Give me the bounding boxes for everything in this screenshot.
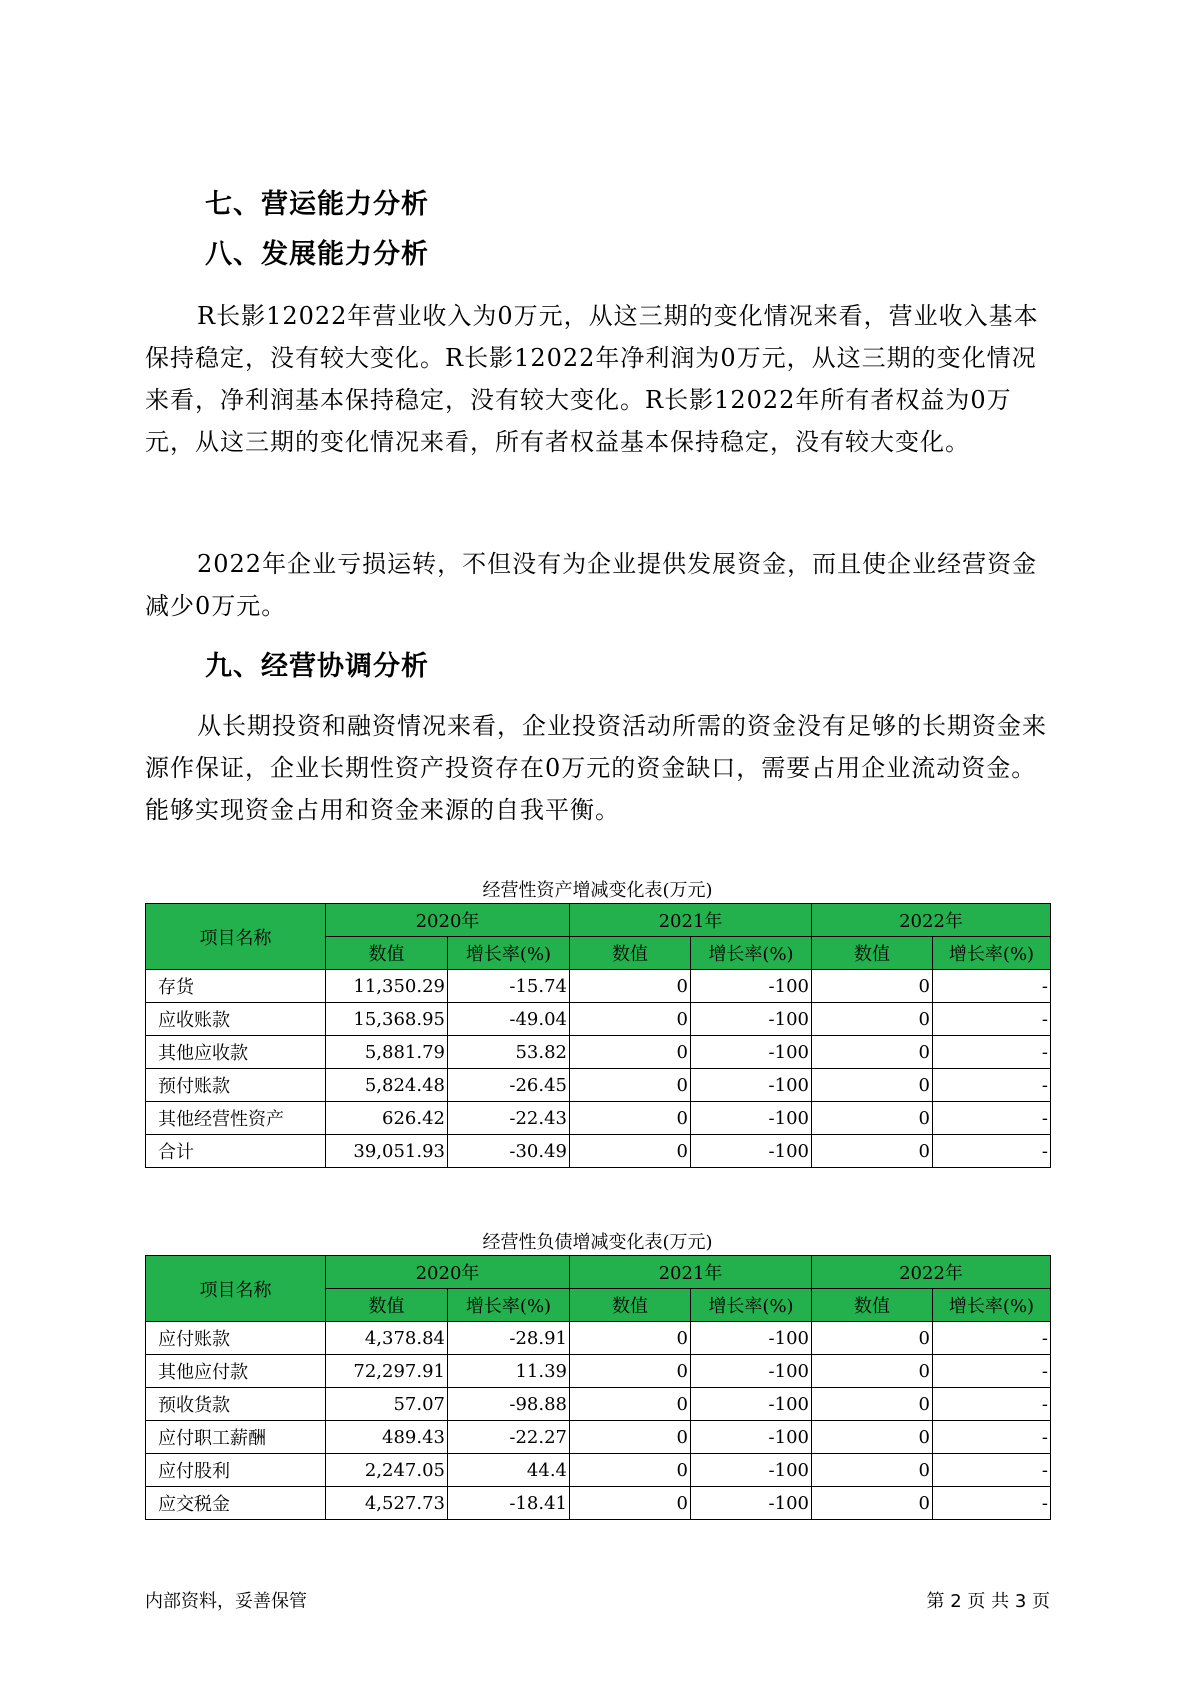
row-label-cell: 其他应收款 (146, 1036, 326, 1069)
value-cell: 0 (812, 1003, 933, 1036)
value-cell: - (933, 1487, 1051, 1520)
value-cell: -100 (691, 1355, 812, 1388)
table-row (146, 1135, 1051, 1168)
value-header: 数值 (570, 937, 691, 970)
growth-header: 增长率(%) (933, 937, 1051, 970)
table-row (146, 1036, 1051, 1069)
value-cell: 4,527.73 (326, 1487, 448, 1520)
paragraph-coordination: 从长期投资和融资情况来看，企业投资活动所需的资金没有足够的长期资金来源作保证，企业长期性资产投资存在0万元的资金缺口，需要占用企业流动资金。能够实现资金占用和资金来源的自我平衡。 (145, 712, 1047, 824)
row-label-cell: 其他经营性资产 (146, 1102, 326, 1135)
value-cell: 0 (812, 1322, 933, 1355)
value-cell: - (933, 1003, 1051, 1036)
value-header: 数值 (570, 1289, 691, 1322)
value-cell: 0 (812, 1421, 933, 1454)
value-cell: - (933, 1102, 1051, 1135)
row-label-cell: 预收货款 (146, 1388, 326, 1421)
value-cell: 0 (570, 1069, 691, 1102)
value-cell: 5,881.79 (326, 1036, 448, 1069)
value-cell: - (933, 1388, 1051, 1421)
value-cell: 11,350.29 (326, 970, 448, 1003)
row-label-cell: 应付股利 (146, 1454, 326, 1487)
value-cell: - (933, 1069, 1051, 1102)
table-row (146, 1355, 1051, 1388)
year-header: 2021年 (570, 1256, 812, 1289)
value-cell: -98.88 (448, 1388, 570, 1421)
asset-table (145, 903, 1051, 1168)
value-cell: -15.74 (448, 970, 570, 1003)
value-cell: -100 (691, 970, 812, 1003)
table-row (146, 1069, 1051, 1102)
value-cell: - (933, 1322, 1051, 1355)
item-name-header: 项目名称 (146, 904, 326, 970)
paragraph-loss: 2022年企业亏损运转，不但没有为企业提供发展资金，而且使企业经营资金减少0万元。 (145, 550, 1038, 620)
paragraph-development: R长影12022年营业收入为0万元，从这三期的变化情况来看，营业收入基本保持稳定，没有较大变化。R长影12022年净利润为0万元，从这三期的变化情况来看，净利润基本保持稳定，没有较大变化。R长影12022年所有者权益为0万元，从这三期的变化情况来看，所有者权益基本保持稳定，没有较大变化。 (145, 302, 1039, 456)
table-row (146, 970, 1051, 1003)
row-label-cell: 预付账款 (146, 1069, 326, 1102)
value-cell: - (933, 1036, 1051, 1069)
asset-table-body (146, 970, 1051, 1168)
year-header: 2021年 (570, 904, 812, 937)
value-cell: 53.82 (448, 1036, 570, 1069)
value-cell: 0 (570, 1487, 691, 1520)
value-cell: 626.42 (326, 1102, 448, 1135)
value-cell: -100 (691, 1487, 812, 1520)
table-row (146, 1454, 1051, 1487)
value-cell: 0 (570, 1355, 691, 1388)
value-cell: -100 (691, 1003, 812, 1036)
liability-table-caption: 经营性负债增减变化表(万元) (482, 1232, 713, 1253)
value-cell: 0 (812, 1036, 933, 1069)
value-cell: 0 (812, 1135, 933, 1168)
table-row (146, 1003, 1051, 1036)
footer-confidential-note: 内部资料，妥善保管 (145, 1591, 307, 1612)
value-cell: 0 (812, 1388, 933, 1421)
value-cell: -49.04 (448, 1003, 570, 1036)
value-cell: -26.45 (448, 1069, 570, 1102)
footer-page-number: 第 2 页 共 3 页 (926, 1591, 1050, 1612)
value-cell: -30.49 (448, 1135, 570, 1168)
row-label-cell: 存货 (146, 970, 326, 1003)
value-cell: - (933, 1421, 1051, 1454)
item-name-header: 项目名称 (146, 1256, 326, 1322)
value-cell: - (933, 1355, 1051, 1388)
value-header: 数值 (326, 937, 448, 970)
table-row (146, 1388, 1051, 1421)
row-label-cell: 应付职工薪酬 (146, 1421, 326, 1454)
value-cell: 11.39 (448, 1355, 570, 1388)
row-label-cell: 应付账款 (146, 1322, 326, 1355)
value-header: 数值 (812, 937, 933, 970)
value-cell: -100 (691, 1102, 812, 1135)
value-cell: -28.91 (448, 1322, 570, 1355)
value-cell: 0 (570, 970, 691, 1003)
section-heading-7: 七、营运能力分析 (205, 189, 429, 220)
value-cell: -18.41 (448, 1487, 570, 1520)
growth-header: 增长率(%) (448, 937, 570, 970)
year-header: 2022年 (812, 1256, 1051, 1289)
table-row (146, 1322, 1051, 1355)
value-cell: -22.43 (448, 1102, 570, 1135)
value-header: 数值 (326, 1289, 448, 1322)
value-cell: 57.07 (326, 1388, 448, 1421)
asset-table-caption: 经营性资产增减变化表(万元) (482, 880, 713, 901)
growth-header: 增长率(%) (691, 1289, 812, 1322)
value-cell: 489.43 (326, 1421, 448, 1454)
year-header: 2022年 (812, 904, 1051, 937)
value-cell: 0 (812, 970, 933, 1003)
value-cell: 0 (570, 1135, 691, 1168)
value-cell: -100 (691, 1421, 812, 1454)
growth-header: 增长率(%) (448, 1289, 570, 1322)
value-cell: 15,368.95 (326, 1003, 448, 1036)
value-cell: - (933, 1135, 1051, 1168)
growth-header: 增长率(%) (933, 1289, 1051, 1322)
value-cell: -100 (691, 1388, 812, 1421)
row-label-cell: 应收账款 (146, 1003, 326, 1036)
row-label-cell: 合计 (146, 1135, 326, 1168)
growth-header: 增长率(%) (691, 937, 812, 970)
value-cell: 72,297.91 (326, 1355, 448, 1388)
value-cell: 0 (570, 1322, 691, 1355)
year-header: 2020年 (326, 904, 570, 937)
section-heading-8: 八、发展能力分析 (205, 239, 429, 270)
value-cell: - (933, 1454, 1051, 1487)
table-row (146, 1487, 1051, 1520)
value-cell: 0 (570, 1102, 691, 1135)
value-cell: 0 (812, 1355, 933, 1388)
value-header: 数值 (812, 1289, 933, 1322)
value-cell: 2,247.05 (326, 1454, 448, 1487)
value-cell: -100 (691, 1036, 812, 1069)
value-cell: 0 (570, 1003, 691, 1036)
table-row (146, 1421, 1051, 1454)
value-cell: -100 (691, 1069, 812, 1102)
value-cell: 0 (812, 1454, 933, 1487)
liability-table (145, 1255, 1051, 1520)
value-cell: 0 (570, 1388, 691, 1421)
value-cell: - (933, 970, 1051, 1003)
year-header: 2020年 (326, 1256, 570, 1289)
value-cell: -100 (691, 1135, 812, 1168)
value-cell: 0 (570, 1421, 691, 1454)
value-cell: 5,824.48 (326, 1069, 448, 1102)
value-cell: 0 (812, 1487, 933, 1520)
table-row (146, 1102, 1051, 1135)
value-cell: 44.4 (448, 1454, 570, 1487)
liability-table-body (146, 1322, 1051, 1520)
row-label-cell: 应交税金 (146, 1487, 326, 1520)
row-label-cell: 其他应付款 (146, 1355, 326, 1388)
value-cell: 0 (812, 1102, 933, 1135)
value-cell: -100 (691, 1454, 812, 1487)
value-cell: 0 (812, 1069, 933, 1102)
value-cell: 4,378.84 (326, 1322, 448, 1355)
value-cell: 39,051.93 (326, 1135, 448, 1168)
value-cell: 0 (570, 1036, 691, 1069)
value-cell: -100 (691, 1322, 812, 1355)
value-cell: 0 (570, 1454, 691, 1487)
section-heading-9: 九、经营协调分析 (205, 651, 429, 682)
value-cell: -22.27 (448, 1421, 570, 1454)
